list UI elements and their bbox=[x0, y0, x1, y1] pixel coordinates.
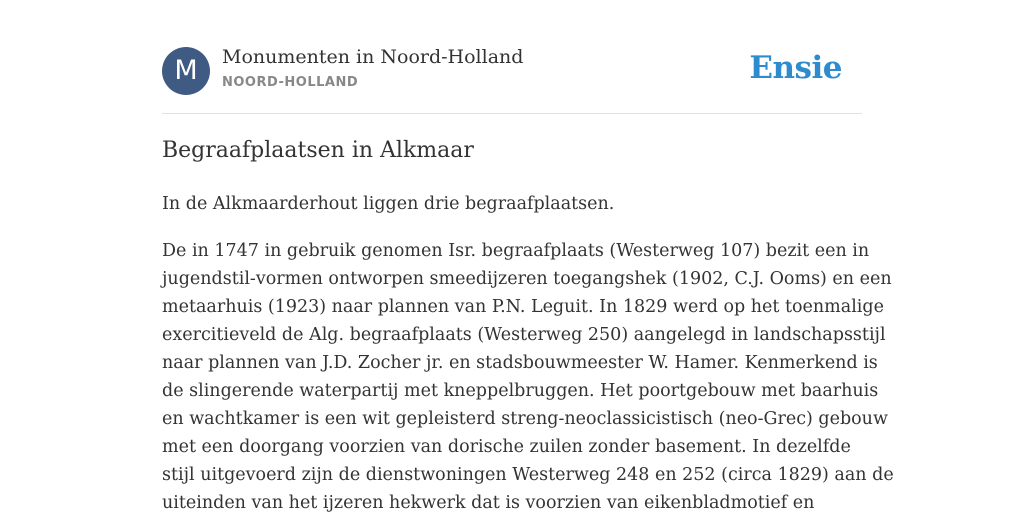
article-paragraph bbox=[162, 237, 894, 512]
paragraph-line: exercitieveld de Alg. begraafplaats (Westerweg 250) aangelegd in landschapsstijl bbox=[162, 325, 886, 345]
site-subtitle[interactable]: NOORD-HOLLAND bbox=[222, 75, 359, 90]
avatar[interactable]: M bbox=[162, 47, 210, 95]
article-intro: In de Alkmaarderhout liggen drie begraafplaatsen. bbox=[162, 194, 615, 214]
paragraph-line: De in 1747 in gebruik genomen Isr. begraafplaats (Westerweg 107) bezit een in bbox=[162, 241, 870, 261]
paragraph-line: stijl uitgevoerd zijn de dienstwoningen Westerweg 248 en 252 (circa 1829) aan de bbox=[162, 465, 894, 485]
ensie-logo[interactable]: Ensie bbox=[749, 50, 842, 86]
paragraph-line: uiteinden van het ijzeren hekwerk dat is voorzien van eikenbladmotief en bbox=[162, 493, 815, 512]
paragraph-line: jugendstil-vormen ontworpen smeedijzeren toegangshek (1902, C.J. Ooms) en een bbox=[162, 269, 892, 289]
paragraph-line: en wachtkamer is een wit gepleisterd streng-neoclassicistisch (neo-Grec) gebouw bbox=[162, 409, 888, 429]
divider bbox=[162, 113, 862, 114]
site-title[interactable]: Monumenten in Noord-Holland bbox=[222, 46, 524, 68]
paragraph-line: de slingerende waterpartij met kneppelbruggen. Het poortgebouw met baarhuis bbox=[162, 381, 879, 401]
header bbox=[162, 46, 862, 96]
article-title: Begraafplaatsen in Alkmaar bbox=[162, 138, 474, 163]
paragraph-line: met een doorgang voorzien van dorische zuilen zonder basement. In dezelfde bbox=[162, 437, 851, 457]
paragraph-line: metaarhuis (1923) naar plannen van P.N. Leguit. In 1829 werd op het toenmalige bbox=[162, 297, 884, 317]
paragraph-line: naar plannen van J.D. Zocher jr. en stadsbouwmeester W. Hamer. Kenmerkend is bbox=[162, 353, 878, 373]
